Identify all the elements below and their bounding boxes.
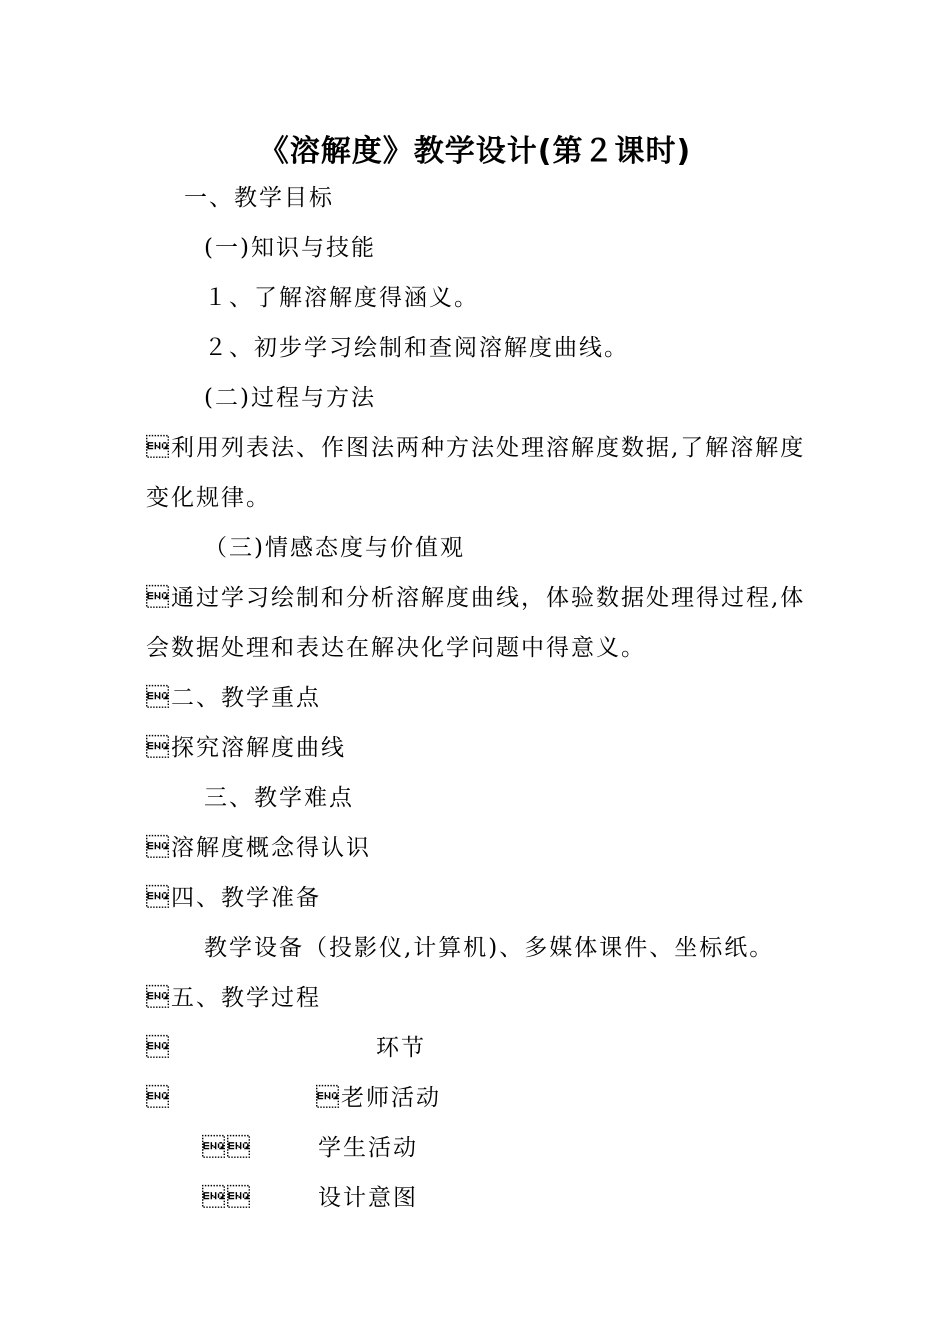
- objective-item-2: ２、初步学习绘制和查阅溶解度曲线。: [204, 335, 629, 361]
- section-heading-difficulties: 三、教学难点: [204, 785, 354, 811]
- paragraph-attitude-line-1: 通过学习绘制和分析溶解度曲线，体验数据处理得过程,体: [146, 585, 806, 611]
- paragraph-process-line-2: 变化规律。: [146, 485, 271, 511]
- subheading-knowledge-skills: (一)知识与技能: [204, 235, 376, 261]
- table-marker: : [146, 1035, 171, 1061]
- table-header-teacher-activity: 老师活动: [316, 1085, 441, 1111]
- objective-item-1: １、了解溶解度得涵义。: [204, 285, 479, 311]
- paragraph-attitude-line-2: 会数据处理和表达在解决化学问题中得意义。: [146, 635, 646, 661]
- subheading-attitude-values: （三)情感态度与价值观: [204, 535, 465, 561]
- difficulty-text: 溶解度概念得认识: [146, 835, 371, 861]
- paragraph-process-line-1: 利用列表法、作图法两种方法处理溶解度数据,了解溶解度: [146, 435, 806, 461]
- key-point-text: 探究溶解度曲线: [146, 735, 346, 761]
- table-marker: : [146, 1085, 171, 1111]
- table-header-student-activity: 学生活动: [318, 1135, 418, 1161]
- section-heading-process: 五、教学过程: [146, 985, 321, 1011]
- section-heading-preparation: 四、教学准备: [146, 885, 321, 911]
- table-marker: : [202, 1135, 252, 1161]
- section-heading-key-points: 二、教学重点: [146, 685, 321, 711]
- preparation-text: 教学设备（投影仪,计算机)、多媒体课件、坐标纸。: [204, 935, 775, 961]
- table-header-stage: 环节: [376, 1035, 426, 1061]
- section-heading-objectives: 一、教学目标: [184, 185, 334, 211]
- table-header-design-intent: 设计意图: [318, 1185, 418, 1211]
- document-title: 《溶解度》教学设计(第２课时): [258, 134, 692, 169]
- subheading-process-method: (二)过程与方法: [204, 385, 376, 411]
- table-marker: : [202, 1185, 252, 1211]
